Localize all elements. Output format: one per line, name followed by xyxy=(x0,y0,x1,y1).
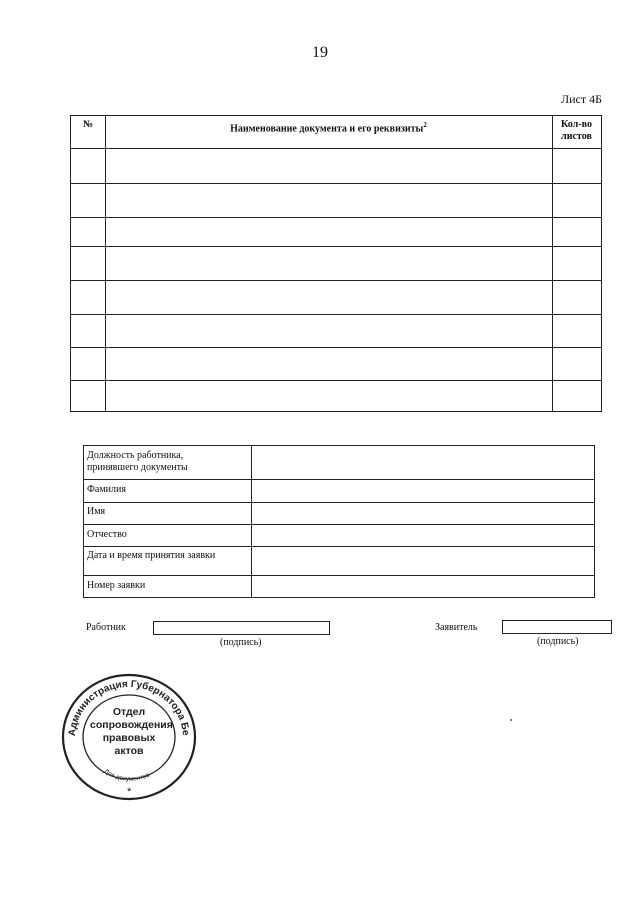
request-number-label: Номер заявки xyxy=(87,580,146,591)
table-row xyxy=(71,347,601,348)
stamp-star: * xyxy=(127,786,132,798)
table-row xyxy=(71,217,601,218)
column-header-count-line2: листов xyxy=(561,131,592,142)
stamp-center-line3: правовых xyxy=(102,732,156,744)
table-row xyxy=(71,183,601,184)
table-row xyxy=(84,524,594,525)
stamp-center-line4: актов xyxy=(114,745,144,757)
column-divider xyxy=(552,116,553,411)
position-label-line2: принявшего документы xyxy=(87,462,188,473)
stamp-inner-text: Для документов xyxy=(102,767,151,783)
applicant-signature-field[interactable] xyxy=(502,620,612,634)
position-label xyxy=(87,450,188,474)
worker-signature-field[interactable] xyxy=(153,621,330,635)
column-divider xyxy=(105,116,106,411)
column-header-name-text: Наименование документа и его реквизиты xyxy=(230,123,424,135)
patronymic-label: Отчество xyxy=(87,529,127,540)
surname-label: Фамилия xyxy=(87,484,126,495)
applicant-label: Заявитель xyxy=(435,622,478,633)
official-stamp xyxy=(60,672,198,802)
stamp-center-text xyxy=(90,706,173,758)
stamp-center-line2: сопровождения xyxy=(90,719,173,731)
applicant-signature-caption: (подпись) xyxy=(537,636,579,647)
column-header-number: № xyxy=(82,119,94,130)
table-row xyxy=(71,314,601,315)
footnote-marker: 2 xyxy=(423,121,427,129)
table-row xyxy=(84,502,594,503)
column-header-count-line1: Кол-во xyxy=(561,119,592,130)
datetime-label: Дата и время принятия заявки xyxy=(87,550,216,561)
worker-label: Работник xyxy=(86,622,126,633)
svg-text:Для документов xyxy=(102,768,151,783)
table-row xyxy=(71,380,601,381)
column-header-name xyxy=(105,119,552,135)
table-row xyxy=(84,479,594,480)
table-row xyxy=(71,280,601,281)
scan-speck xyxy=(510,719,512,721)
stamp-ring-text: Администрация Губернатора Бе xyxy=(66,678,191,737)
column-header-count xyxy=(552,119,601,143)
table-row xyxy=(71,246,601,247)
stamp-center-line1: Отдел xyxy=(112,706,146,718)
worker-signature-caption: (подпись) xyxy=(220,637,262,648)
acceptance-info-table xyxy=(83,445,595,598)
first-name-label: Имя xyxy=(87,506,106,517)
position-label-line1: Должность работника, xyxy=(87,450,184,461)
sheet-label: Лист 4Б xyxy=(560,92,602,106)
page-number: 19 xyxy=(312,44,328,61)
table-row xyxy=(84,546,594,547)
documents-table xyxy=(70,115,602,412)
table-row xyxy=(84,575,594,576)
table-row xyxy=(71,148,601,149)
